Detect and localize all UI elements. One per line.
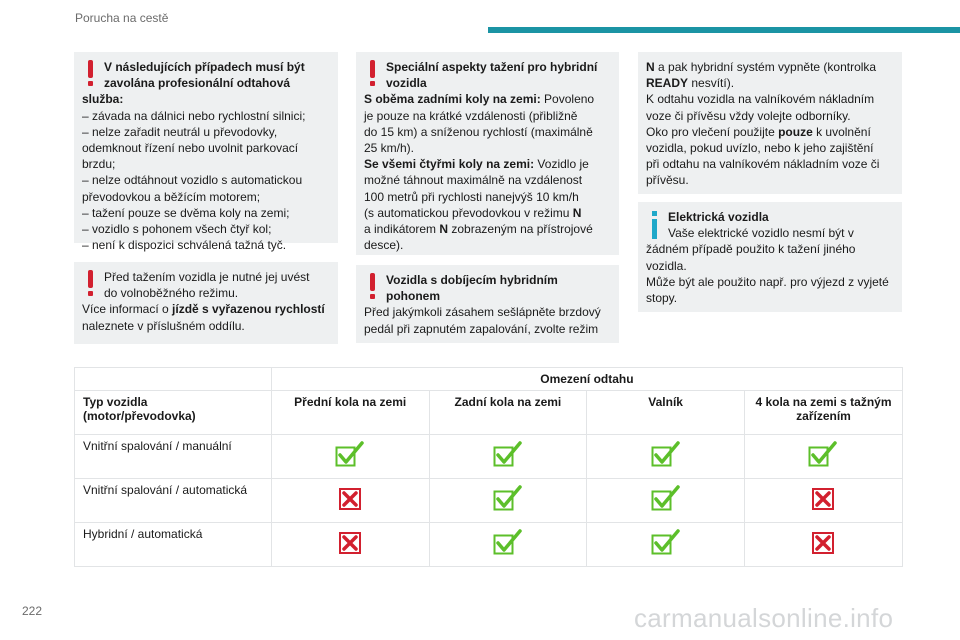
box-title: pohonem — [386, 289, 440, 304]
table-cell — [744, 523, 902, 567]
warning-box-plugin-hybrid — [356, 265, 619, 343]
list-item: – závada na dálnici nebo rychlostní silnici; — [82, 108, 306, 123]
list-item: – nelze odtáhnout vozidlo s automatickou — [82, 173, 303, 188]
check-mark-icon — [493, 458, 523, 472]
box-title: vozidla — [386, 76, 427, 91]
page-header-title: Porucha na cestě — [75, 11, 169, 25]
paragraph-line: do volnoběžného režimu. — [104, 286, 239, 301]
table-cell — [587, 435, 745, 479]
paragraph-line: možné táhnout maximálně na vzdálenost — [364, 173, 583, 188]
table-cell — [744, 435, 902, 479]
paragraph-line — [364, 205, 611, 221]
paragraph-line — [646, 75, 894, 91]
towing-restrictions-table — [74, 367, 903, 567]
paragraph-line — [364, 91, 611, 107]
header-line: zařízením — [796, 409, 851, 423]
paragraph-line: žádném případě použito k tažení jiného — [646, 242, 856, 257]
table-cell — [271, 435, 429, 479]
cross-mark-icon — [812, 499, 834, 513]
header-line: 4 kola na zemi s tažným — [755, 395, 892, 409]
page-number: 222 — [22, 604, 43, 618]
cross-mark-icon — [812, 543, 834, 557]
box-title: Vozidla s dobíjecím hybridním — [386, 273, 558, 287]
paragraph-line: do 15 km) a sníženou rychlostí (maximálně — [364, 124, 593, 139]
paragraph-line: Před jakýmkoli zásahem sešlápněte brzdový — [364, 305, 601, 320]
paragraph-line: Může být ale použito např. pro výjezd z vyjeté — [646, 274, 889, 289]
paragraph-line — [364, 221, 611, 237]
column-header-vehicle-type — [75, 391, 272, 435]
header-line: (motor/převodovka) — [83, 409, 196, 423]
paragraph-line: přívěsu. — [646, 173, 689, 188]
check-mark-icon — [651, 502, 681, 516]
warning-box-neutral-mode — [74, 262, 338, 344]
paragraph-line: 100 metrů při rychlosti nanejvýš 10 km/h — [364, 189, 579, 204]
paragraph-line: vozidla, pokud uvízlo, nebo k jeho zajištění — [646, 141, 874, 156]
table-corner-cell — [75, 368, 272, 391]
table-row — [75, 435, 903, 479]
text: Oko pro vlečení použijte — [646, 124, 779, 139]
text: Více informací o — [82, 302, 173, 317]
cross-mark-icon — [339, 543, 361, 557]
list-item: – nelze zařadit neutrál u převodovky, — [82, 124, 278, 139]
paragraph-line: naleznete v příslušném oddílu. — [82, 318, 245, 333]
check-mark-icon — [493, 546, 523, 560]
row-label: Vnitřní spalování / automatická — [75, 479, 272, 523]
column-header: Valník — [587, 391, 745, 435]
column-header: Zadní kola na zemi — [429, 391, 587, 435]
check-mark-icon — [493, 502, 523, 516]
text: pouze — [778, 124, 813, 139]
paragraph-line — [364, 156, 611, 172]
text: Se všemi čtyřmi koly na zemi: — [364, 157, 535, 172]
text: a indikátorem — [364, 222, 440, 237]
paragraph-line: Před tažením vozidla je nutné jej uvést — [104, 270, 310, 284]
paragraph-line — [646, 59, 894, 75]
table-cell — [429, 523, 587, 567]
table-cell — [429, 479, 587, 523]
column-header — [744, 391, 902, 435]
text: zobrazeným na přístrojové — [448, 222, 593, 237]
row-label: Vnitřní spalování / manuální — [75, 435, 272, 479]
warning-exclamation-icon — [368, 59, 378, 87]
header-line: Typ vozidla — [83, 395, 148, 409]
text: nesvítí). — [688, 76, 735, 91]
text: (s automatickou převodovkou v režimu — [364, 205, 573, 220]
paragraph-line — [82, 301, 330, 317]
table-row — [75, 523, 903, 567]
text: N — [646, 60, 655, 74]
text: Vozidlo je — [534, 157, 589, 172]
warning-exclamation-icon — [368, 272, 378, 300]
table-cell — [587, 479, 745, 523]
list-item: brzdu; — [82, 157, 116, 172]
paragraph-line: 25 km/h). — [364, 141, 415, 156]
paragraph-line: desce). — [364, 238, 404, 253]
warning-exclamation-icon — [86, 59, 96, 87]
warning-box-hybrid-towing — [356, 52, 619, 255]
text: k uvolnění — [812, 124, 871, 139]
list-item: – není k dispozici schválená tažná tyč. — [82, 238, 287, 253]
warning-exclamation-icon — [86, 269, 96, 297]
text: S oběma zadními koly na zemi: — [364, 92, 541, 107]
paragraph-line: stopy. — [646, 291, 678, 306]
paragraph-line — [646, 124, 894, 140]
table-cell — [744, 479, 902, 523]
check-mark-icon — [808, 458, 838, 472]
info-icon — [650, 211, 660, 239]
text: Povoleno — [540, 92, 595, 107]
paragraph-line: voze či přívěsu vždy volejte odborníky. — [646, 108, 851, 123]
header-accent-bar — [488, 27, 960, 33]
box-title: V následujících případech musí být — [104, 60, 305, 74]
check-mark-icon — [651, 546, 681, 560]
continuation-box-plugin-hybrid — [638, 52, 902, 194]
link-text: jízdě s vyřazenou rychlostí — [172, 302, 325, 317]
check-mark-icon — [335, 458, 365, 472]
info-box-electric-vehicles — [638, 202, 902, 312]
list-item: – vozidlo s pohonem všech čtyř kol; — [82, 222, 272, 237]
text: N — [572, 205, 582, 220]
column-header: Přední kola na zemi — [271, 391, 429, 435]
text: a pak hybridní systém vypněte (kontrolka — [654, 60, 877, 74]
paragraph-line: při odtahu na valníkovém nákladním voze či — [646, 157, 880, 172]
table-cell — [271, 523, 429, 567]
list-item: – tažení pouze se dvěma koly na zemi; — [82, 205, 290, 220]
cross-mark-icon — [339, 499, 361, 513]
watermark: carmanualsonline.info — [634, 603, 894, 633]
box-title: zavolána profesionální odtahová — [104, 76, 291, 91]
box-title: služba: — [82, 92, 124, 107]
paragraph-line: K odtahu vozidla na valníkovém nákladním — [646, 92, 875, 107]
paragraph-line: pedál při zapnutém zapalování, zvolte režim — [364, 321, 599, 336]
warning-box-professional-towing — [74, 52, 338, 253]
list-item: odemknout řízení nebo uvolnit parkovací — [82, 141, 299, 156]
table-title: Omezení odtahu — [271, 368, 902, 391]
check-mark-icon — [651, 458, 681, 472]
table-cell — [271, 479, 429, 523]
paragraph-line: Vaše elektrické vozidlo nesmí být v — [668, 226, 854, 241]
paragraph-line: je pouze na krátké vzdálenosti (přibližně — [364, 108, 578, 123]
paragraph-line: vozidla. — [646, 258, 687, 273]
box-title: Speciální aspekty tažení pro hybridní — [386, 60, 598, 74]
table-cell — [429, 435, 587, 479]
row-label: Hybridní / automatická — [75, 523, 272, 567]
box-title: Elektrická vozidla — [668, 210, 769, 224]
list-item: převodovkou a běžícím motorem; — [82, 189, 261, 204]
text: READY — [646, 76, 689, 91]
text: N — [439, 222, 449, 237]
table-row — [75, 479, 903, 523]
table-cell — [587, 523, 745, 567]
